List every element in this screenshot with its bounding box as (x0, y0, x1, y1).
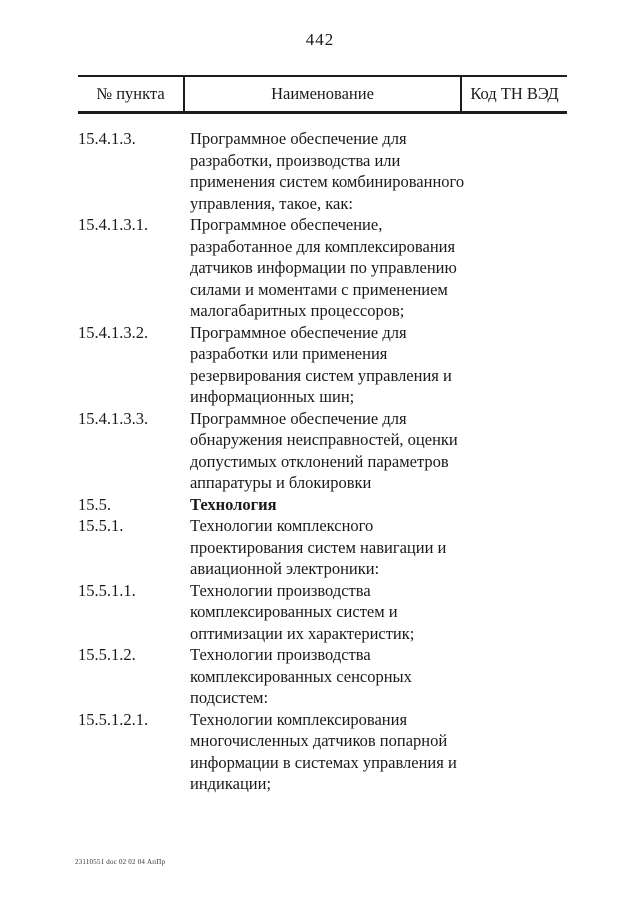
row-item-name: Программное обеспечение для разработки или применения резервирования систем управления и информационных шин; (190, 322, 452, 406)
table-row (78, 580, 567, 645)
row-item-name: Технологии производства комплексированных систем и оптимизации их характеристик; (190, 580, 415, 643)
row-item-number: 15.4.1.3. (78, 129, 136, 148)
row-item-name: Технологии производства комплексированных сенсорных подсистем: (190, 645, 412, 707)
row-item-code (468, 214, 567, 322)
table-header-row (78, 75, 567, 114)
page-number: 442 (305, 30, 335, 49)
row-item-name: Программное обеспечение, разработанное для комплексирования датчиков информации по управлению силами и моментами с применением малогабаритных процессоров; (190, 215, 457, 320)
row-item-number: 15.5.1. (78, 516, 124, 535)
row-item-code (468, 709, 567, 795)
row-item-name: Технологии комплексного проектирования систем навигации и авиационной электроники: (190, 516, 447, 578)
row-item-code (468, 408, 567, 494)
table-row (78, 494, 567, 516)
row-item-code (468, 494, 567, 516)
items-table (78, 75, 567, 795)
table-row (78, 214, 567, 322)
row-item-number: 15.5.1.2. (78, 645, 136, 664)
row-item-name: Технологии комплексирования многочисленных датчиков попарной информации в системах управления и индикации; (190, 709, 457, 793)
table-row (78, 322, 567, 408)
row-item-number: 15.5.1.1. (78, 580, 136, 600)
column-header-tnved-code: Код ТН ВЭД (460, 77, 567, 111)
row-item-code (468, 580, 567, 645)
footer-stamp: 23110551 doc 02 02 04 АпПр (75, 858, 166, 866)
column-header-name: Наименование (271, 84, 374, 103)
table-row (78, 644, 567, 709)
table-row (78, 515, 567, 580)
row-item-name: Программное обеспечение для обнаружения неисправностей, оценки допустимых отклонений параметров аппаратуры и блокировки (190, 408, 458, 492)
column-header-item-number: № пункта (78, 77, 185, 111)
row-item-number: 15.5. (78, 494, 111, 514)
table-row (78, 709, 567, 795)
row-item-name: Программное обеспечение для разработки, производства или применения систем комбинированного управления, такое, как: (190, 129, 465, 213)
table-body (78, 128, 567, 795)
row-item-number: 15.4.1.3.1. (78, 215, 149, 234)
row-item-code (468, 128, 567, 214)
table-row (78, 128, 567, 214)
row-item-code (468, 322, 567, 408)
row-item-name: Технология (190, 494, 277, 514)
row-item-number: 15.5.1.2.1. (78, 709, 149, 729)
row-item-code (468, 644, 567, 709)
row-item-number: 15.4.1.3.2. (78, 322, 149, 342)
table-row (78, 408, 567, 494)
row-item-number: 15.4.1.3.3. (78, 408, 149, 428)
row-item-code (468, 515, 567, 580)
